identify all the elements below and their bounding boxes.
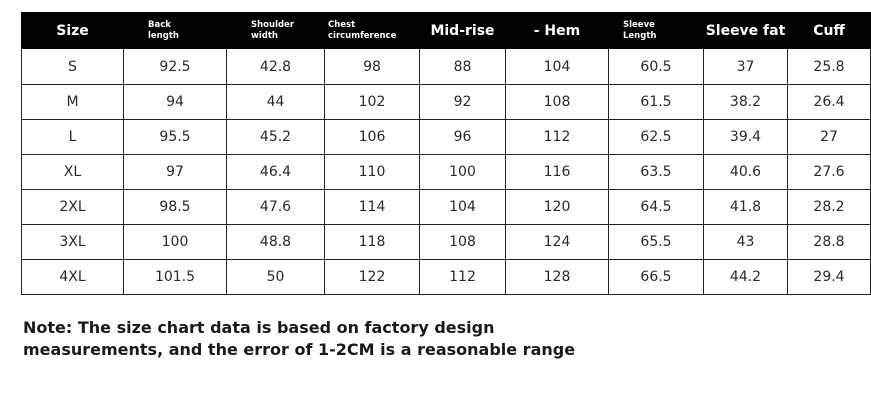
measurement-cell: 27.6 — [788, 155, 871, 190]
measurement-cell: 47.6 — [227, 190, 325, 225]
measurement-cell: 108 — [420, 225, 506, 260]
measurement-cell: 60.5 — [609, 49, 704, 85]
size-cell: 3XL — [22, 225, 124, 260]
measurement-cell: 108 — [506, 85, 609, 120]
measurement-cell: 101.5 — [124, 260, 227, 295]
size-cell: L — [22, 120, 124, 155]
measurement-cell: 112 — [420, 260, 506, 295]
table-row — [22, 120, 871, 155]
measurement-cell: 37 — [704, 49, 788, 85]
measurement-cell: 45.2 — [227, 120, 325, 155]
measurement-cell: 104 — [506, 49, 609, 85]
measurement-cell: 100 — [420, 155, 506, 190]
measurement-cell: 46.4 — [227, 155, 325, 190]
column-header-size: Size — [22, 13, 124, 49]
table-row — [22, 260, 871, 295]
measurement-cell: 110 — [325, 155, 420, 190]
measurement-cell: 44.2 — [704, 260, 788, 295]
column-header-sleeve-fat: Sleeve fat — [704, 13, 788, 49]
size-cell: 2XL — [22, 190, 124, 225]
table-row — [22, 190, 871, 225]
measurement-cell: 62.5 — [609, 120, 704, 155]
size-cell: S — [22, 49, 124, 85]
column-header-hem: - Hem — [506, 13, 609, 49]
measurement-cell: 97 — [124, 155, 227, 190]
measurement-cell: 122 — [325, 260, 420, 295]
measurement-cell: 124 — [506, 225, 609, 260]
column-header-shoulder-width: Shoulder width — [227, 13, 325, 49]
measurement-cell: 128 — [506, 260, 609, 295]
measurement-cell: 28.8 — [788, 225, 871, 260]
measurement-cell: 25.8 — [788, 49, 871, 85]
measurement-cell: 94 — [124, 85, 227, 120]
table-row — [22, 155, 871, 190]
measurement-cell: 61.5 — [609, 85, 704, 120]
table-row — [22, 225, 871, 260]
measurement-cell: 27 — [788, 120, 871, 155]
measurement-cell: 104 — [420, 190, 506, 225]
measurement-cell: 102 — [325, 85, 420, 120]
measurement-cell: 65.5 — [609, 225, 704, 260]
measurement-cell: 43 — [704, 225, 788, 260]
measurement-cell: 116 — [506, 155, 609, 190]
measurement-cell: 50 — [227, 260, 325, 295]
measurement-cell: 40.6 — [704, 155, 788, 190]
measurement-cell: 114 — [325, 190, 420, 225]
size-chart-table — [21, 12, 871, 295]
measurement-cell: 64.5 — [609, 190, 704, 225]
size-note — [23, 317, 643, 361]
measurement-cell: 106 — [325, 120, 420, 155]
note-line-1: Note: The size chart data is based on factory design — [23, 318, 495, 337]
measurement-cell: 66.5 — [609, 260, 704, 295]
measurement-cell: 92.5 — [124, 49, 227, 85]
measurement-cell: 42.8 — [227, 49, 325, 85]
column-header-sleeve-length: Sleeve Length — [609, 13, 704, 49]
table-row — [22, 85, 871, 120]
measurement-cell: 28.2 — [788, 190, 871, 225]
note-line-2: measurements, and the error of 1-2CM is a reasonable range — [23, 340, 576, 359]
size-cell: 4XL — [22, 260, 124, 295]
measurement-cell: 29.4 — [788, 260, 871, 295]
measurement-cell: 100 — [124, 225, 227, 260]
measurement-cell: 98 — [325, 49, 420, 85]
measurement-cell: 41.8 — [704, 190, 788, 225]
measurement-cell: 95.5 — [124, 120, 227, 155]
measurement-cell: 26.4 — [788, 85, 871, 120]
column-header-chest-circumference: Chest circumference — [325, 13, 420, 49]
measurement-cell: 118 — [325, 225, 420, 260]
measurement-cell: 120 — [506, 190, 609, 225]
size-cell: XL — [22, 155, 124, 190]
measurement-cell: 44 — [227, 85, 325, 120]
column-header-cuff: Cuff — [788, 13, 871, 49]
table-body — [22, 49, 871, 295]
size-cell: M — [22, 85, 124, 120]
header-row — [22, 13, 871, 49]
measurement-cell: 88 — [420, 49, 506, 85]
column-header-mid-rise: Mid-rise — [420, 13, 506, 49]
measurement-cell: 98.5 — [124, 190, 227, 225]
measurement-cell: 92 — [420, 85, 506, 120]
table-row — [22, 49, 871, 85]
measurement-cell: 39.4 — [704, 120, 788, 155]
measurement-cell: 96 — [420, 120, 506, 155]
measurement-cell: 38.2 — [704, 85, 788, 120]
measurement-cell: 48.8 — [227, 225, 325, 260]
measurement-cell: 63.5 — [609, 155, 704, 190]
column-header-back-length: Back length — [124, 13, 227, 49]
measurement-cell: 112 — [506, 120, 609, 155]
